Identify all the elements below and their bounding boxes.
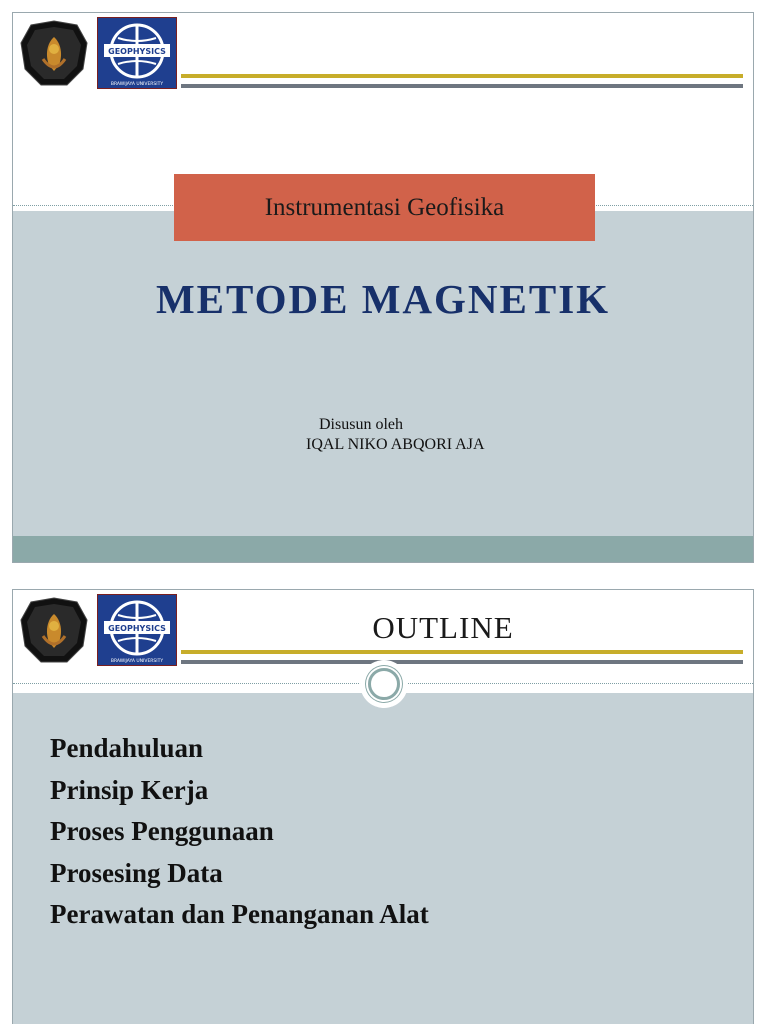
list-item: Prinsip Kerja — [50, 774, 209, 805]
geophysics-logo-subtext: BRAWIJAYA UNIVERSITY — [110, 82, 164, 87]
list-item: Proses Penggunaan — [50, 816, 274, 846]
gold-rule — [181, 74, 743, 78]
geophysics-logo-text: GEOPHYSICS — [108, 47, 166, 56]
university-seal-logo — [19, 19, 89, 89]
gold-rule — [181, 650, 743, 654]
title-slide — [12, 12, 754, 563]
grey-rule — [181, 84, 743, 88]
geophysics-logo-subtext: BRAWIJAYA UNIVERSITY — [110, 659, 164, 664]
author-label: Disusun oleh — [319, 416, 403, 433]
list-item: Pendahuluan — [50, 733, 204, 763]
grey-rule — [181, 660, 743, 664]
ring-ornament-inner — [368, 668, 400, 700]
list-item: Prosesing Data — [50, 857, 223, 888]
university-seal-logo — [19, 596, 89, 666]
geophysics-logo — [97, 594, 177, 666]
geophysics-logo-text: GEOPHYSICS — [108, 624, 166, 633]
outline-slide — [12, 589, 754, 1024]
ring-ornament-icon — [360, 660, 408, 708]
geophysics-logo — [97, 17, 177, 89]
slide-title: OUTLINE — [372, 610, 514, 645]
author-name: IQAL NIKO ABQORI AJA — [306, 436, 485, 453]
subtitle-box — [174, 174, 595, 241]
slide-subtitle: Instrumentasi Geofisika — [264, 193, 505, 221]
slide-title: METODE MAGNETIK — [155, 276, 611, 322]
title-band — [13, 211, 753, 536]
footer-strip — [13, 536, 753, 562]
outline-list — [50, 728, 429, 936]
list-item: Perawatan dan Penanganan Alat — [50, 899, 429, 929]
